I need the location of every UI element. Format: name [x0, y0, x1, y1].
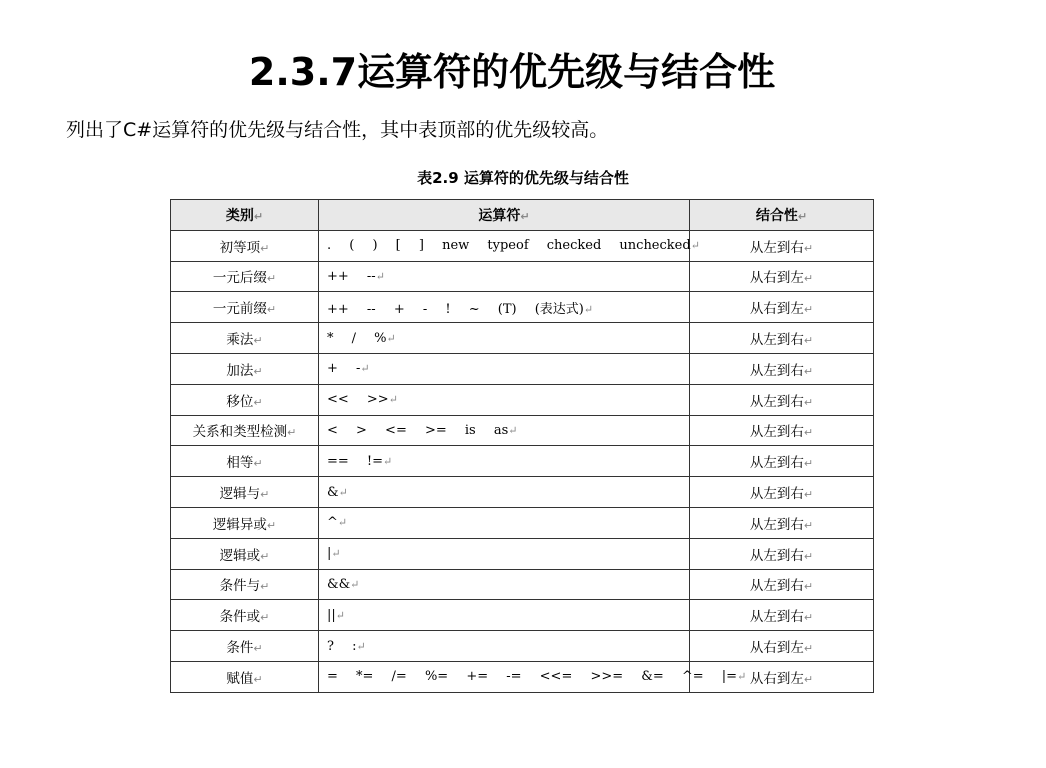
paragraph-mark-icon: ↵ [803, 303, 814, 317]
table-body [171, 230, 874, 692]
paragraph-mark-icon: ↵ [383, 454, 393, 468]
table-row [171, 230, 874, 261]
header-operators: 运算符↵ [319, 200, 690, 231]
table-row [171, 446, 874, 477]
paragraph-mark-icon: ↵ [737, 670, 747, 684]
operators-cell: < > <= >= is as↵ [319, 415, 690, 446]
category-cell: 乘法↵ [171, 323, 319, 354]
paragraph-mark-icon: ↵ [356, 639, 366, 653]
paragraph-mark-icon: ↵ [690, 239, 700, 253]
paragraph-mark-icon: ↵ [253, 334, 263, 348]
paragraph-mark-icon: ↵ [331, 547, 341, 561]
paragraph-mark-icon: ↵ [508, 423, 518, 437]
associativity-cell: 从右到左↵ [690, 661, 874, 692]
associativity-cell: 从左到右↵ [690, 538, 874, 569]
table-row [171, 384, 874, 415]
paragraph-mark-icon: ↵ [337, 516, 348, 530]
category-cell: 移位↵ [171, 384, 319, 415]
paragraph-mark-icon: ↵ [803, 580, 814, 594]
paragraph-mark-icon: ↵ [360, 362, 370, 376]
paragraph-mark-icon: ↵ [375, 269, 385, 283]
paragraph-mark-icon: ↵ [350, 577, 360, 591]
category-cell: 一元后缀↵ [171, 261, 319, 292]
associativity-cell: 从左到右↵ [690, 569, 874, 600]
operators-cell: ? :↵ [319, 631, 690, 662]
paragraph-mark-icon: ↵ [803, 672, 814, 686]
category-cell: 关系和类型检测↵ [171, 415, 319, 446]
category-cell: 条件与↵ [171, 569, 319, 600]
paragraph-mark-icon: ↵ [260, 488, 270, 502]
paragraph-mark-icon: ↵ [253, 642, 263, 656]
paragraph-mark-icon: ↵ [583, 302, 594, 316]
category-cell: 条件↵ [171, 631, 319, 662]
category-cell: 逻辑或↵ [171, 538, 319, 569]
category-cell: 初等项↵ [171, 230, 319, 261]
table-row [171, 507, 874, 538]
table-row [171, 261, 874, 292]
operators-cell: * / %↵ [319, 323, 690, 354]
table-row [171, 353, 874, 384]
paragraph-mark-icon: ↵ [803, 488, 814, 502]
paragraph-mark-icon: ↵ [803, 364, 814, 378]
table-row [171, 323, 874, 354]
operators-cell: = *= /= %= += -= <<= >>= &= ^= |=↵ [319, 661, 690, 692]
table-row [171, 415, 874, 446]
table-row [171, 661, 874, 692]
operators-cell: ++ -- + - ! ~ (T) (表达式)↵ [319, 292, 690, 323]
associativity-cell: 从右到左↵ [690, 631, 874, 662]
category-cell: 一元前缀↵ [171, 292, 319, 323]
associativity-cell: 从左到右↵ [690, 507, 874, 538]
associativity-cell: 从左到右↵ [690, 477, 874, 508]
operator-precedence-table [170, 199, 874, 693]
operators-cell: ++ --↵ [319, 261, 690, 292]
associativity-cell: 从右到左↵ [690, 292, 874, 323]
paragraph-mark-icon: ↵ [803, 457, 814, 471]
paragraph-mark-icon: ↵ [253, 364, 263, 378]
header-category: 类别↵ [171, 200, 319, 231]
associativity-cell: 从左到右↵ [690, 446, 874, 477]
paragraph-mark-icon: ↵ [386, 331, 396, 345]
intro-text: 列出了C#运算符的优先级与结合性，其中表顶部的优先级较高。 [66, 119, 609, 141]
paragraph-mark-icon: ↵ [260, 580, 270, 594]
paragraph-mark-icon: ↵ [338, 485, 348, 499]
associativity-cell: 从左到右↵ [690, 384, 874, 415]
paragraph-mark-icon: ↵ [803, 334, 814, 348]
operators-cell: ^↵ [319, 507, 690, 538]
operators-cell: << >>↵ [319, 384, 690, 415]
operators-cell: == !=↵ [319, 446, 690, 477]
category-cell: 逻辑异或↵ [171, 507, 319, 538]
operators-cell: + -↵ [319, 353, 690, 384]
category-cell: 加法↵ [171, 353, 319, 384]
table-row [171, 600, 874, 631]
table-row [171, 477, 874, 508]
operators-cell: . ( ) [ ] new typeof checked unchecked↵ [319, 230, 690, 261]
paragraph-mark-icon: ↵ [266, 518, 277, 532]
table-caption: 表2.9 运算符的优先级与结合性 [417, 169, 629, 187]
paragraph-mark-icon: ↵ [803, 518, 814, 532]
category-cell: 赋值↵ [171, 661, 319, 692]
category-cell: 逻辑与↵ [171, 477, 319, 508]
paragraph-mark-icon: ↵ [253, 457, 263, 471]
paragraph-mark-icon: ↵ [260, 241, 270, 255]
paragraph-mark-icon: ↵ [803, 241, 814, 255]
operators-cell: &&↵ [319, 569, 690, 600]
paragraph-mark-icon: ↵ [803, 395, 814, 409]
paragraph-mark-icon: ↵ [803, 611, 814, 625]
operators-cell: ||↵ [319, 600, 690, 631]
associativity-cell: 从左到右↵ [690, 230, 874, 261]
table-header-row [171, 200, 874, 231]
category-cell: 条件或↵ [171, 600, 319, 631]
paragraph-mark-icon: ↵ [260, 549, 270, 563]
paragraph-mark-icon: ↵ [388, 393, 398, 407]
paragraph-mark-icon: ↵ [803, 426, 814, 440]
paragraph-mark-icon: ↵ [803, 272, 814, 286]
associativity-cell: 从右到左↵ [690, 261, 874, 292]
paragraph-mark-icon: ↵ [287, 426, 297, 440]
paragraph-mark-icon: ↵ [266, 272, 277, 286]
table-row [171, 631, 874, 662]
associativity-cell: 从左到右↵ [690, 600, 874, 631]
associativity-cell: 从左到右↵ [690, 415, 874, 446]
paragraph-mark-icon: ↵ [260, 611, 270, 625]
paragraph-mark-icon: ↵ [335, 608, 345, 622]
paragraph-mark-icon: ↵ [803, 549, 814, 563]
table-row [171, 538, 874, 569]
paragraph-mark-icon: ↵ [253, 395, 263, 409]
paragraph-mark-icon: ↵ [253, 672, 263, 686]
table-row [171, 569, 874, 600]
header-associativity: 结合性↵ [690, 200, 874, 231]
category-cell: 相等↵ [171, 446, 319, 477]
slide-title: 2.3.7运算符的优先级与结合性 [248, 50, 776, 94]
table-row [171, 292, 874, 323]
operators-cell: &↵ [319, 477, 690, 508]
paragraph-mark-icon: ↵ [266, 303, 277, 317]
associativity-cell: 从左到右↵ [690, 323, 874, 354]
operators-cell: |↵ [319, 538, 690, 569]
paragraph-mark-icon: ↵ [803, 642, 814, 656]
associativity-cell: 从左到右↵ [690, 353, 874, 384]
